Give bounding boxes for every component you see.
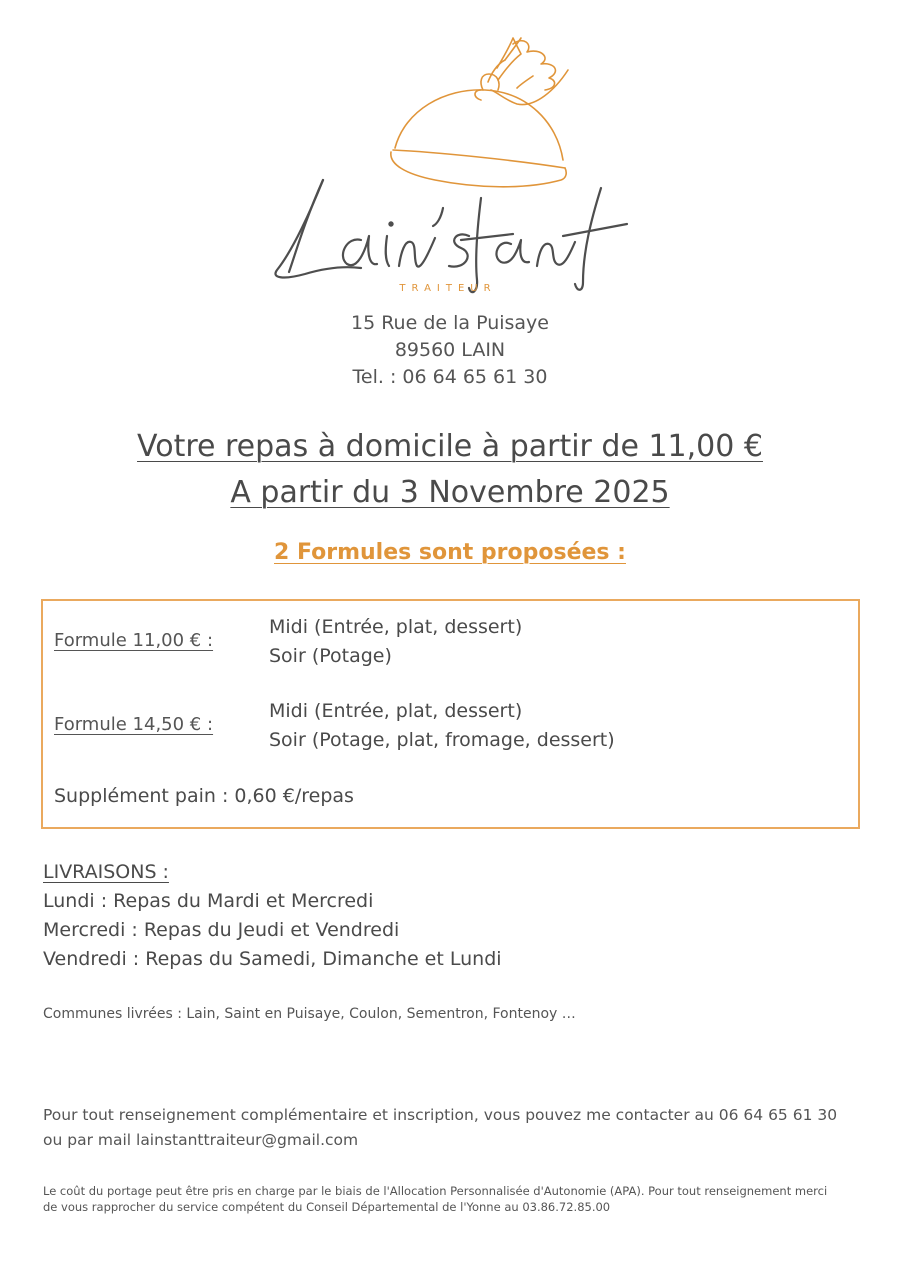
formules-box [41, 599, 860, 829]
livraisons-block [43, 858, 502, 974]
formules-title [0, 540, 900, 565]
logo-subtitle: TRAITEUR [399, 283, 497, 294]
formule-2-label: Formule 14,50 € : [54, 714, 214, 735]
formule-1-details [269, 613, 522, 671]
apa-note [43, 1183, 858, 1215]
logo [265, 30, 645, 305]
contact-line: Pour tout renseignement complémentaire et inscription, vous pouvez me contacter au 06 64 65 61 30 [43, 1106, 838, 1124]
livraison-line: Lundi : Repas du Mardi et Mercredi [43, 890, 374, 912]
contact-block [43, 1103, 863, 1153]
cloche-hand-icon [265, 30, 645, 305]
formule-1-line: Midi (Entrée, plat, dessert) [269, 616, 523, 638]
formule-1-line: Soir (Potage) [269, 645, 392, 667]
address-block [0, 310, 900, 391]
formule-2-line: Soir (Potage, plat, fromage, dessert) [269, 729, 615, 751]
address-city: 89560 LAIN [394, 339, 506, 361]
contact-email-line: ou par mail lainstanttraiteur@gmail.com [43, 1131, 359, 1149]
headline [0, 424, 900, 516]
logo-name [265, 200, 645, 256]
formule-1-label: Formule 11,00 € : [54, 630, 214, 651]
address-street: 15 Rue de la Puisaye [350, 312, 549, 334]
livraison-line: Mercredi : Repas du Jeudi et Vendredi [43, 919, 400, 941]
formule-2-details [269, 697, 615, 755]
livraison-line: Vendredi : Repas du Samedi, Dimanche et Lundi [43, 948, 502, 970]
livraisons-title: LIVRAISONS : [43, 861, 169, 883]
address-phone: Tel. : 06 64 65 61 30 [352, 366, 548, 388]
headline-date: A partir du 3 Novembre 2025 [230, 475, 670, 510]
apa-line: Le coût du portage peut être pris en charge par le biais de l'Allocation Personnalisée d'Autonomie (APA). Pour tout renseignement merci [43, 1184, 828, 1198]
formules-title-text: 2 Formules sont proposées : [274, 540, 626, 565]
headline-price: Votre repas à domicile à partir de 11,00 € [137, 429, 763, 464]
communes-livrees: Communes livrées : Lain, Saint en Puisaye, Coulon, Sementron, Fontenoy … [43, 1006, 576, 1022]
formule-2-line: Midi (Entrée, plat, dessert) [269, 700, 523, 722]
apa-line: de vous rapprocher du service compétent du Conseil Départemental de l'Yonne au 03.86.72.85.00 [43, 1200, 611, 1214]
supplement-pain: Supplément pain : 0,60 €/repas [54, 785, 354, 807]
